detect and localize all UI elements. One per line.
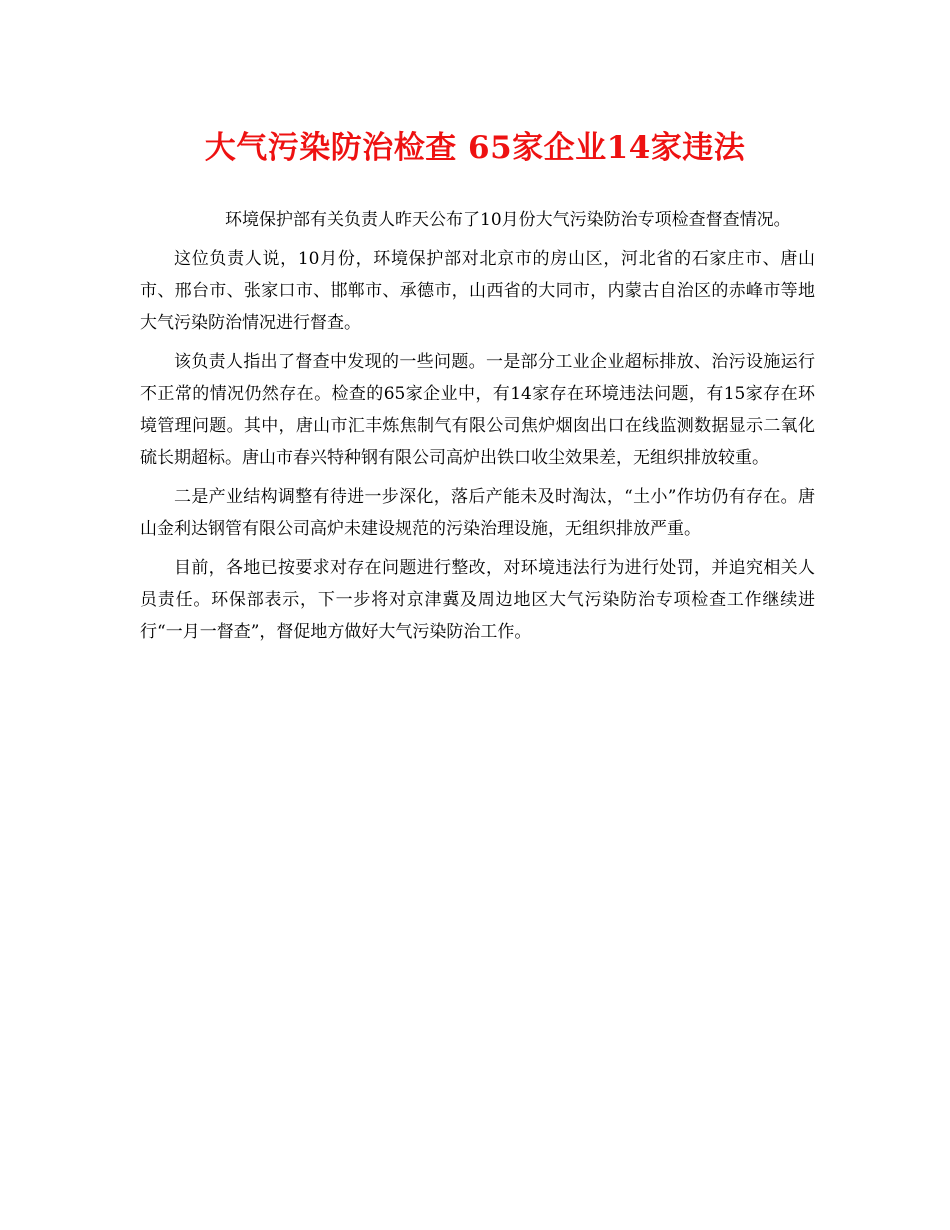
- document-body: [140, 204, 815, 655]
- paragraph-2: 这位负责人说，10月份，环境保护部对北京市的房山区，河北省的石家庄市、唐山市、邢台市、张家口市、邯郸市、承德市，山西省的大同市，内蒙古自治区的赤峰市等地大气污染防治情况进行督查。: [140, 249, 815, 333]
- document-title: 大气污染防治检查 65家企业14家违法: [204, 130, 746, 166]
- paragraph-3: 该负责人指出了督查中发现的一些问题。一是部分工业企业超标排放、治污设施运行不正常的情况仍然存在。检查的65家企业中，有14家存在环境违法问题，有15家存在环境管理问题。其中，唐山市汇丰炼焦制气有限公司焦炉烟囱出口在线监测数据显示二氧化硫长期超标。唐山市春兴特种钢有限公司高炉出铁口收尘效果差，无组织排放较重。: [140, 352, 815, 468]
- paragraph-5: 目前，各地已按要求对存在问题进行整改，对环境违法行为进行处罚，并追究相关人员责任。环保部表示，下一步将对京津冀及周边地区大气污染防治专项检查工作继续进行“一月一督查”，督促地方做好大气污染防治工作。: [140, 558, 815, 642]
- paragraph-1: 环境保护部有关负责人昨天公布了10月份大气污染防治专项检查督查情况。: [225, 210, 791, 230]
- paragraph-4: 二是产业结构调整有待进一步深化，落后产能未及时淘汰，“土小”作坊仍有存在。唐山金利达钢管有限公司高炉未建设规范的污染治理设施，无组织排放严重。: [140, 487, 815, 539]
